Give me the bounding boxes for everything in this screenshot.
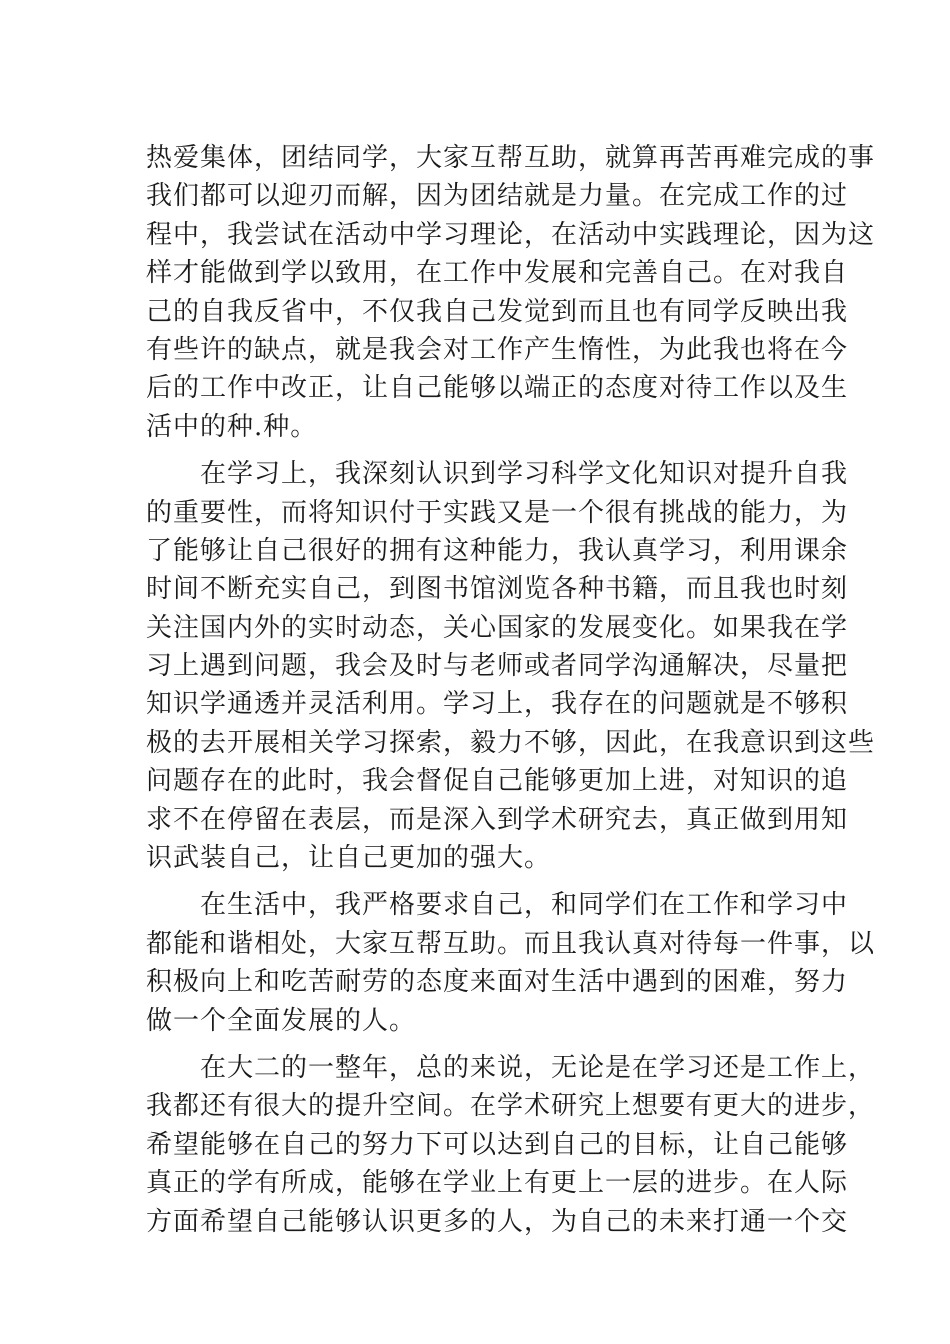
document-body [146,139,876,1241]
text-line: 关注国内外的实时动态，关心国家的发展变化。如果我在学 [146,612,849,643]
paragraph-4 [146,1049,876,1241]
text-line: 后的工作中改正，让自己能够以端正的态度对待工作以及生 [146,373,849,404]
text-line: 极的去开展相关学习探索，毅力不够，因此，在我意识到这些 [146,727,876,758]
text-line: 积极向上和吃苦耐劳的态度来面对生活中遇到的困难，努力 [146,967,849,998]
text-line: 有些许的缺点，就是我会对工作产生惰性，为此我也将在今 [146,334,849,365]
text-line: 在学习上，我深刻认识到学习科学文化知识对提升自我 [200,459,849,490]
text-line: 做一个全面发展的人。 [146,1005,417,1036]
text-line: 了能够让自己很好的拥有这种能力，我认真学习，利用课余 [146,535,849,566]
text-line: 程中，我尝试在活动中学习理论，在活动中实践理论，因为这 [146,219,876,250]
text-line: 热爱集体，团结同学，大家互帮互助，就算再苦再难完成的事 [146,143,876,173]
text-line: 真正的学有所成，能够在学业上有更上一层的进步。在人际 [146,1168,849,1199]
text-line: 求不在停留在表层，而是深入到学术研究去，真正做到用知 [146,804,849,835]
text-line: 样才能做到学以致用，在工作中发展和完善自己。在对我自 [146,258,849,289]
text-line: 时间不断充实自己，到图书馆浏览各种书籍，而且我也时刻 [146,574,849,605]
text-line: 知识学通透并灵活利用。学习上，我存在的问题就是不够积 [146,689,849,720]
text-line: 希望能够在自己的努力下可以达到自己的目标，让自己能够 [146,1129,849,1160]
paragraph-3 [146,886,876,1040]
text-line: 在大二的一整年，总的来说，无论是在学习还是工作上， [200,1052,876,1083]
text-line: 习上遇到问题，我会及时与老师或者同学沟通解决，尽量把 [146,651,849,682]
paragraph-gap [146,877,811,886]
text-line: 问题存在的此时，我会督促自己能够更加上进，对知识的追 [146,766,849,797]
text-line: 识武装自己，让自己更加的强大。 [146,843,552,874]
text-line: 都能和谐相处，大家互帮互助。而且我认真对待每一件事，以 [146,928,876,959]
text-line: 在生活中，我严格要求自己，和同学们在工作和学习中 [200,890,849,921]
text-line: 己的自我反省中，不仅我自己发觉到而且也有同学反映出我 [146,296,849,327]
text-line: 方面希望自己能够认识更多的人，为自己的未来打通一个交 [146,1206,849,1237]
text-line: 活中的种.种。 [146,411,318,442]
paragraph-gap [146,446,811,455]
text-line: 我都还有很大的提升空间。在学术研究上想要有更大的进步， [146,1091,876,1122]
paragraph-2 [146,455,876,877]
text-line: 我们都可以迎刃而解，因为团结就是力量。在完成工作的过 [146,181,849,212]
paragraph-gap [146,1040,811,1049]
paragraph-1 [146,139,876,446]
text-line: 的重要性，而将知识付于实践又是一个很有挑战的能力，为 [146,497,849,528]
